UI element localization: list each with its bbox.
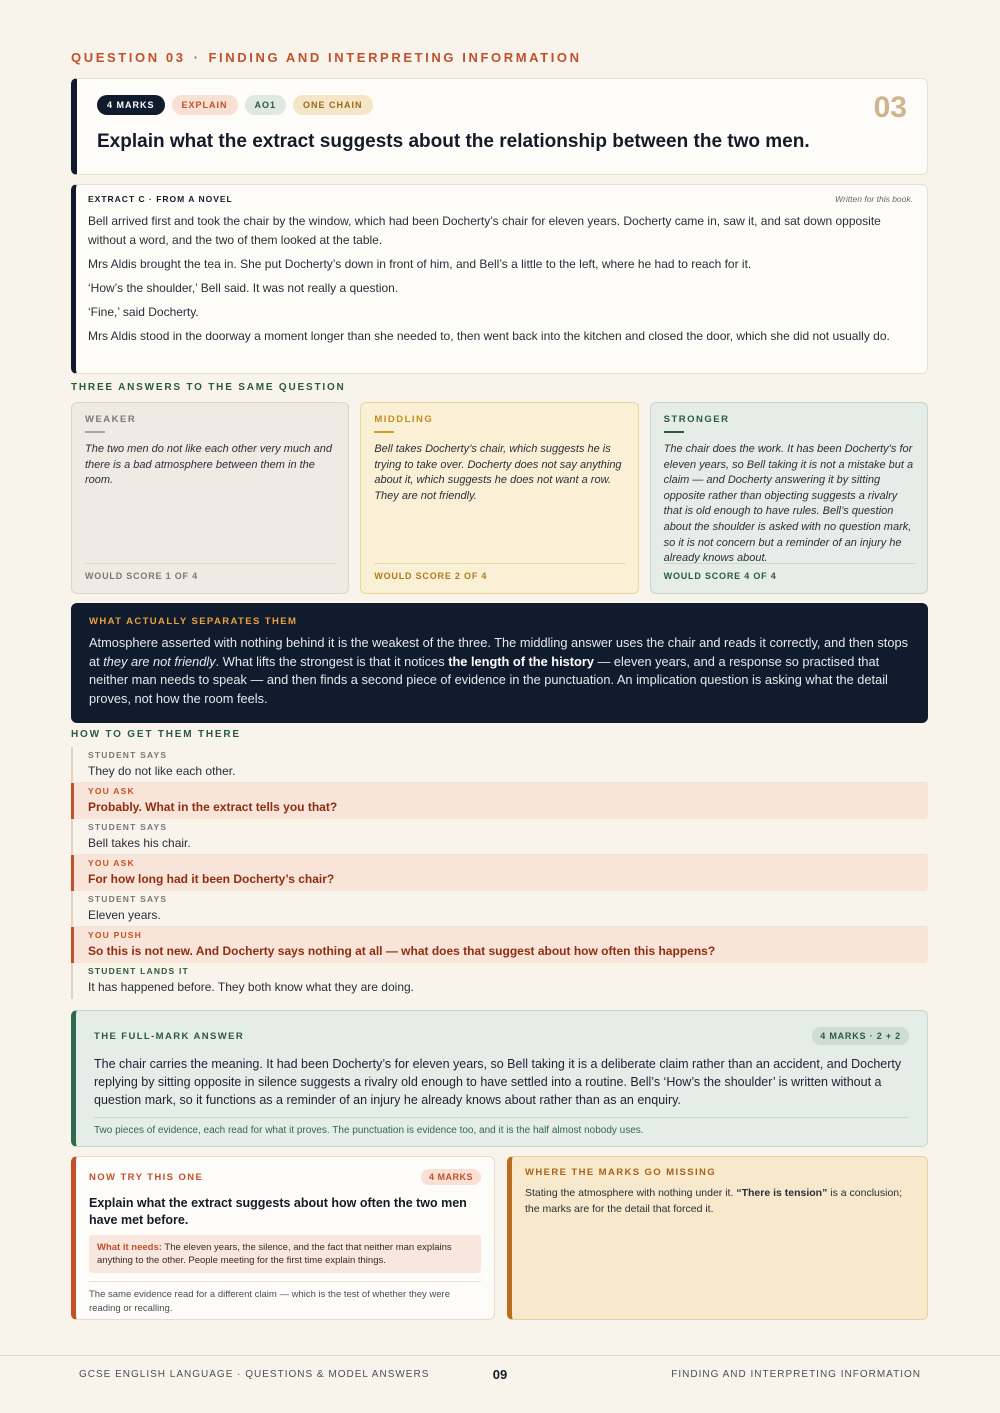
turn-text: Eleven years.	[88, 908, 161, 922]
question-number: 03	[873, 91, 907, 124]
answer-cards	[71, 402, 928, 594]
turn-label: STUDENT SAYS	[88, 822, 168, 832]
bottom-cards	[71, 1156, 928, 1320]
turn-text: Bell takes his chair.	[88, 836, 191, 850]
extract-paragraph: Bell arrived first and took the chair by the window, which had been Docherty’s chair for eleven years. Docherty came in, saw it, and sat down opposite without a word, and the two of them looked at the table.	[88, 214, 881, 247]
middling-answer-card	[360, 402, 638, 594]
full-mark-text: The chair carries the meaning. It had been Docherty’s for eleven years, so Bell taking it is a deliberate claim rather than an accident, and Docherty replying by sitting opposite in silence suggests a rivalry old enough to have settled into a routine. Bell’s ‘How’s the shoulder’ is written without a question mark, so it functions as a reminder of an injury he already knows about rather than as an enquiry.	[94, 1057, 902, 1107]
try-note: The same evidence read for a different claim — which is the test of whether they were reading or recalling.	[89, 1281, 481, 1316]
turn-text: It has happened before. They both know what they are doing.	[88, 980, 415, 994]
answer-score: WOULD SCORE 4 OF 4	[664, 563, 915, 581]
try-label: NOW TRY THIS ONE	[89, 1171, 204, 1183]
answer-text: The two men do not like each other very much and there is a bad atmosphere between them in the room.	[85, 443, 333, 487]
teacher-turn	[71, 783, 928, 819]
turn-text: So this is not new. And Docherty says nothing at all — what does that suggest about how often this happens?	[88, 944, 716, 958]
one-chain-chip: ONE CHAIN	[293, 95, 373, 115]
student-turn	[71, 747, 928, 783]
answer-score: WOULD SCORE 1 OF 4	[85, 563, 336, 581]
answer-text: The chair does the work. It has been Docherty’s for eleven years, so Bell taking it is not a mistake but a claim — and Docherty answering it by sitting opposite rather than objecting suggests a rivalry that is old enough to have rules. Bell’s question about the shoulder is asked with no question mark, so it is not concern but a reminder of an injury he already knows about.	[663, 443, 914, 565]
marks-missing-card	[507, 1156, 928, 1320]
teacher-turn	[71, 927, 928, 963]
coaching-dialogue	[71, 747, 928, 999]
page-footer	[0, 1355, 1000, 1413]
full-mark-chip: 4 MARKS · 2 + 2	[812, 1027, 909, 1045]
answer-label: MIDDLING	[374, 414, 434, 425]
extract-card	[71, 184, 928, 374]
student-turn	[71, 891, 928, 927]
separator-dot: ·	[193, 50, 201, 65]
turn-label: YOU PUSH	[88, 930, 142, 940]
stronger-answer-card	[650, 402, 928, 594]
footer-section-title: FINDING AND INTERPRETING INFORMATION	[671, 1369, 921, 1380]
separates-label: WHAT ACTUALLY SEPARATES THEM	[89, 616, 298, 627]
what-it-needs-box: What it needs: The eleven years, the silence, and the fact that neither man explains anything to the other. People meeting for the first time explain things.	[89, 1235, 481, 1273]
extract-paragraph: ‘Fine,’ said Docherty.	[88, 305, 199, 319]
turn-label: STUDENT SAYS	[88, 894, 168, 904]
topic-label: FINDING AND INTERPRETING INFORMATION	[208, 50, 582, 65]
ao1-chip: AO1	[245, 95, 287, 115]
extract-paragraph: Mrs Aldis stood in the doorway a moment longer than she needed to, then went back into the kitchen and closed the door, which she did not usually do.	[88, 329, 890, 343]
footer-book-title: GCSE ENGLISH LANGUAGE · QUESTIONS & MODEL ANSWERS	[79, 1369, 430, 1380]
try-this-card	[71, 1156, 495, 1320]
missing-text: Stating the atmosphere with nothing under it. “There is tension” is a conclusion; the marks are for the detail that forced it.	[525, 1187, 903, 1215]
turn-text: Probably. What in the extract tells you that?	[88, 800, 338, 814]
question-card	[71, 78, 928, 175]
missing-label: WHERE THE MARKS GO MISSING	[525, 1167, 717, 1178]
question-text: Explain what the extract suggests about the relationship between the two men.	[97, 131, 810, 152]
full-mark-label: THE FULL-MARK ANSWER	[94, 1030, 245, 1042]
turn-text: For how long had it been Docherty’s chair?	[88, 872, 335, 886]
answer-score: WOULD SCORE 2 OF 4	[374, 563, 625, 581]
try-marks-chip: 4 MARKS	[421, 1169, 481, 1185]
label-rule	[664, 431, 684, 433]
explain-chip: EXPLAIN	[172, 95, 238, 115]
how-to-heading: HOW TO GET THEM THERE	[71, 729, 241, 740]
try-question: Explain what the extract suggests about how often the two men have met before.	[89, 1196, 467, 1227]
student-lands-turn	[71, 963, 928, 999]
three-answers-heading: THREE ANSWERS TO THE SAME QUESTION	[71, 382, 346, 393]
marks-chip: 4 MARKS	[97, 95, 165, 115]
turn-text: They do not like each other.	[88, 764, 236, 778]
extract-paragraph: ‘How’s the shoulder,’ Bell said. It was not really a question.	[88, 281, 399, 295]
answer-label: STRONGER	[663, 414, 730, 425]
turn-label: YOU ASK	[88, 858, 135, 868]
separates-text: Atmosphere asserted with nothing behind it is the weakest of the three. The middling answer uses the chair and reads it correctly, and then stops at they are not friendly. What lifts the strongest is that it notices the length of the history — eleven years, and a response so practised that neither man needs to speak — and then finds a second piece of evidence in the punctuation. An implication question is asking what the detail proves, not how the room feels.	[89, 635, 908, 706]
page-number: 09	[492, 1367, 508, 1382]
turn-label: STUDENT SAYS	[88, 750, 168, 760]
full-mark-note: Two pieces of evidence, each read for what it proves. The punctuation is evidence too, and it is the half almost nobody uses.	[94, 1117, 909, 1136]
label-rule	[374, 431, 394, 433]
answer-label: WEAKER	[85, 414, 137, 425]
extract-paragraph: Mrs Aldis brought the tea in. She put Docherty’s down in front of him, and Bell’s a little to the left, where he had to reach for it.	[88, 257, 752, 271]
answer-text: Bell takes Docherty’s chair, which suggests he is trying to take over. Docherty does not say anything about it, which suggests he does not want a row. They are not friendly.	[374, 443, 622, 502]
student-turn	[71, 819, 928, 855]
extract-label: EXTRACT C · FROM A NOVEL	[88, 194, 233, 204]
label-rule	[85, 431, 105, 433]
what-separates-panel	[71, 603, 928, 723]
extract-note: Written for this book.	[835, 194, 913, 204]
full-mark-answer-card	[71, 1010, 928, 1147]
question-label: QUESTION 03 · FINDING AND INTERPRETING INFORMATION	[71, 50, 582, 65]
turn-label: YOU ASK	[88, 786, 135, 796]
turn-label: STUDENT LANDS IT	[88, 966, 189, 976]
weaker-answer-card	[71, 402, 349, 594]
question-chips	[97, 95, 907, 115]
teacher-turn	[71, 855, 928, 891]
